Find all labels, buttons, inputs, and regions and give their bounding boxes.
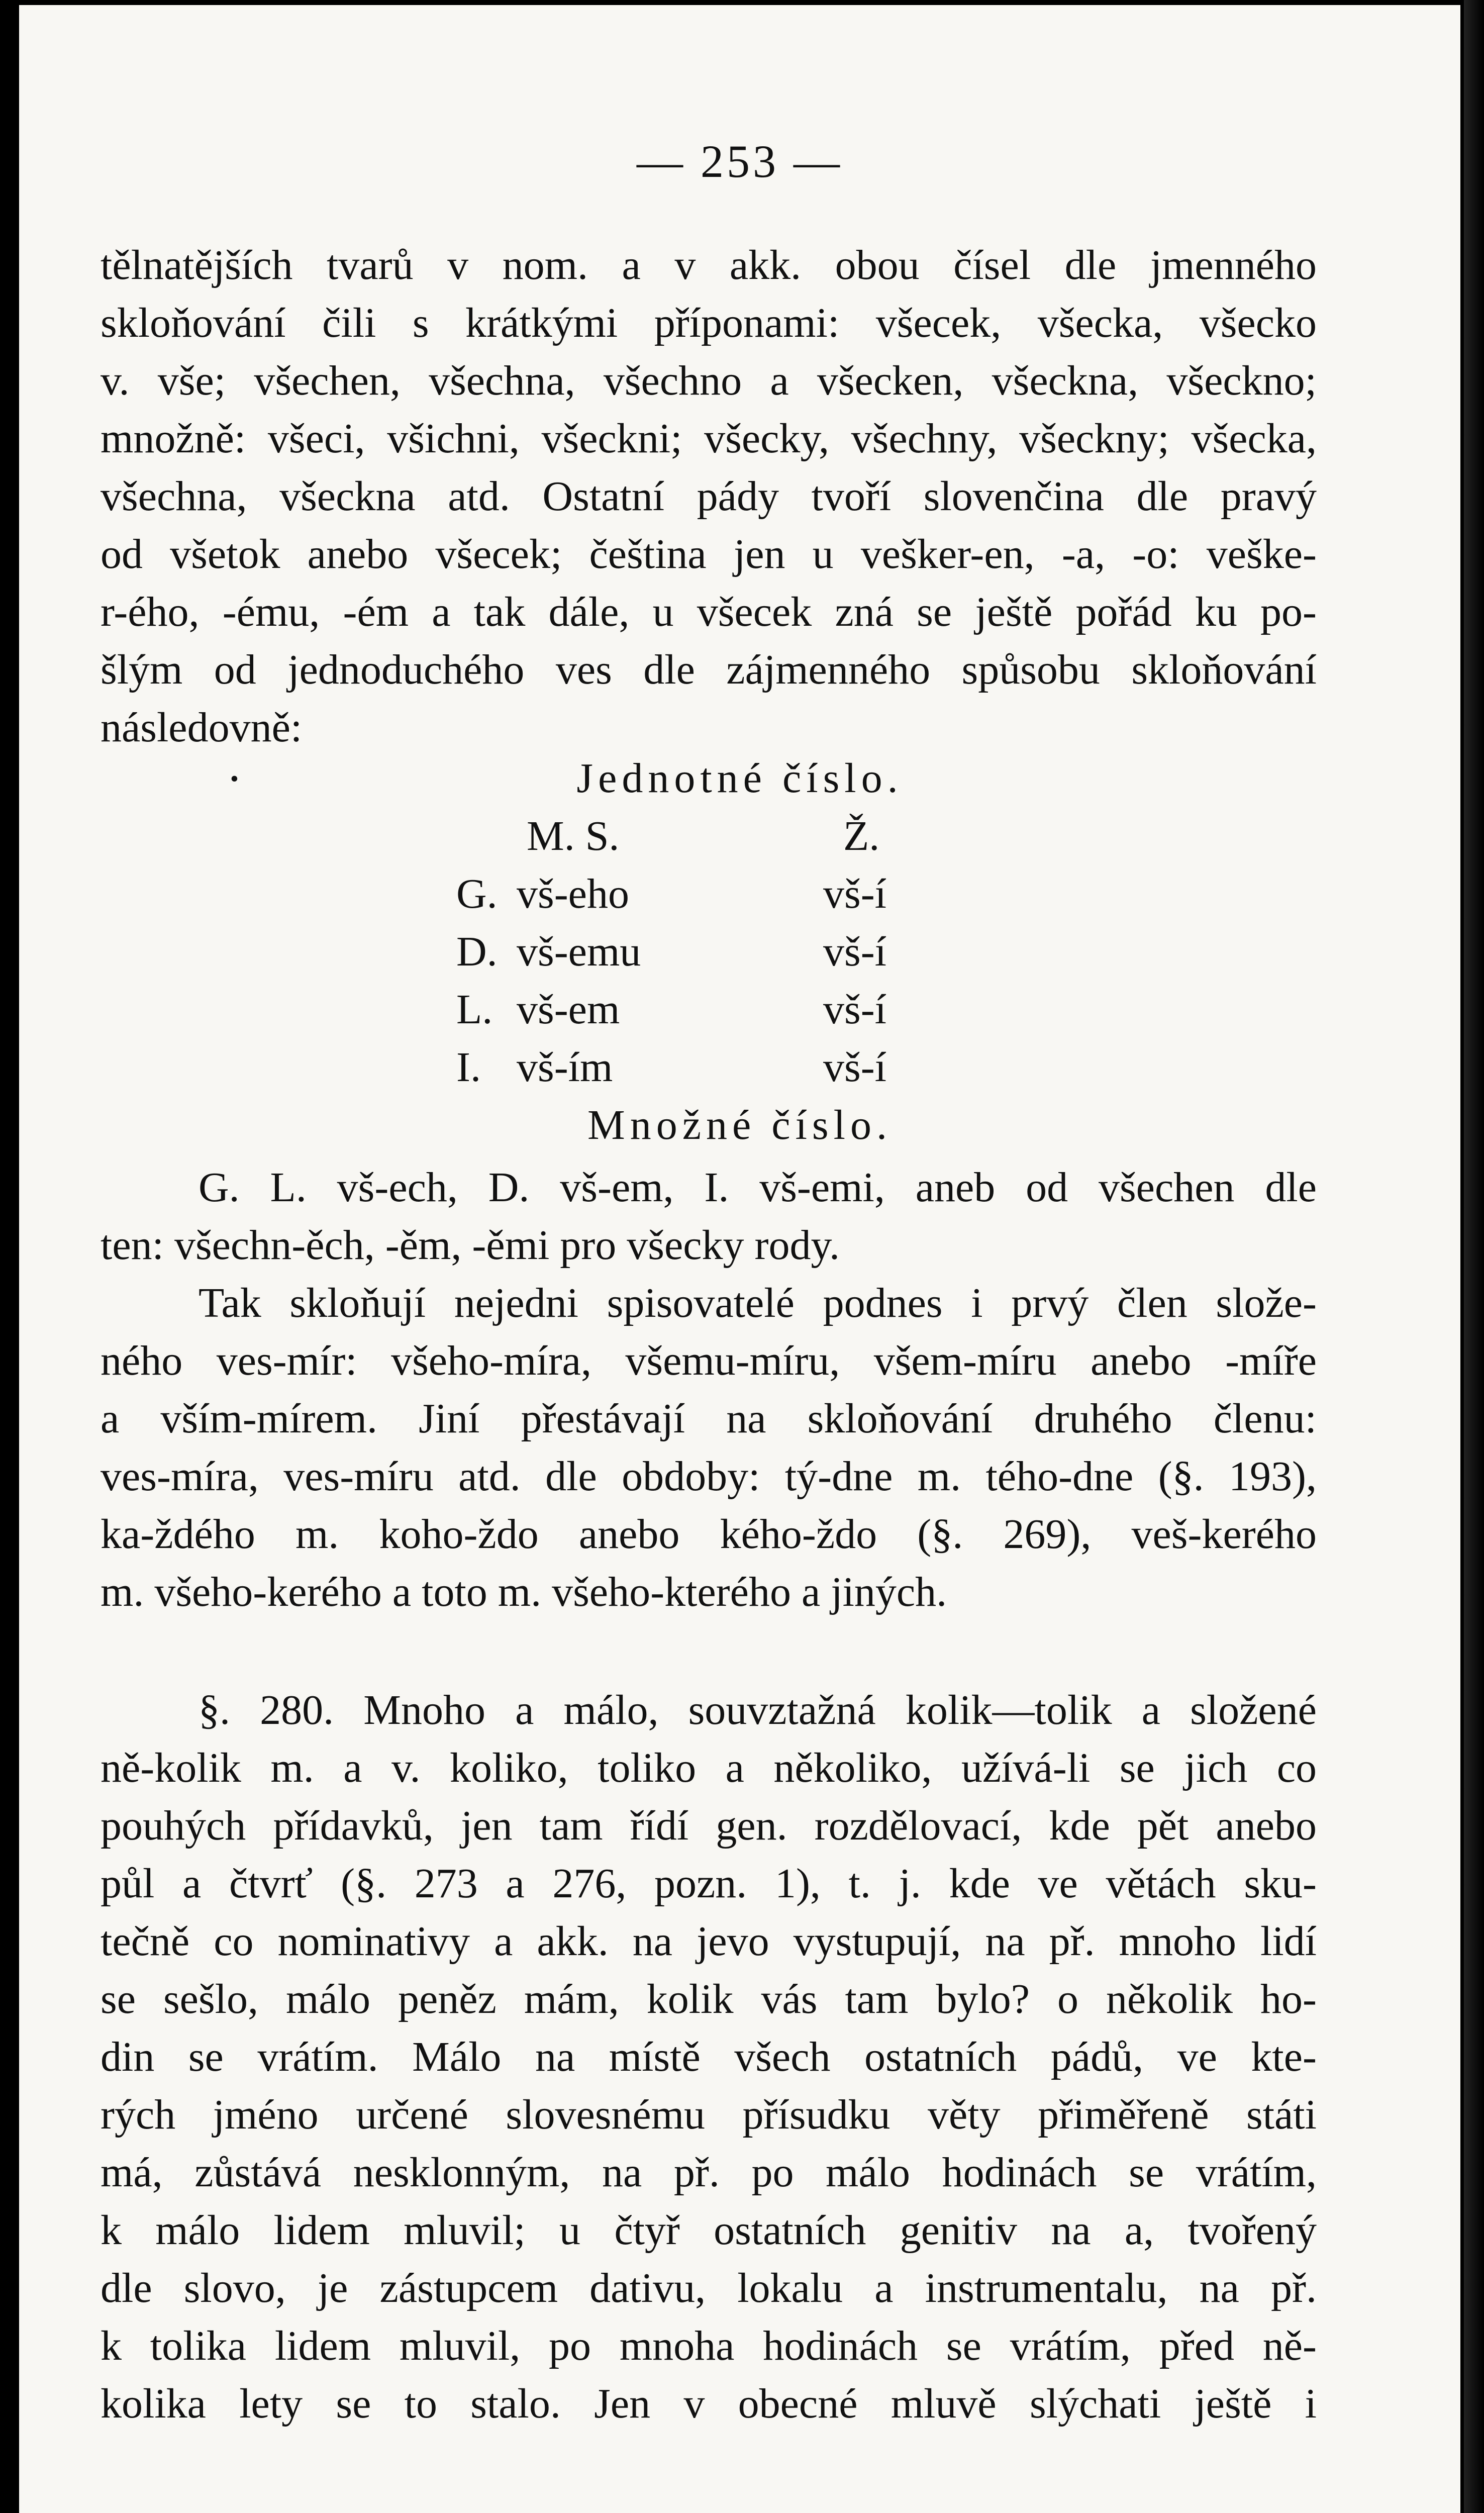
text-line: se sešlo, málo peněz mám, kolik vás tam bylo? o několik ho- xyxy=(101,1976,1317,2022)
singular-heading: Jednotné číslo. xyxy=(576,755,903,802)
text-line: dle slovo, je zástupcem dativu, lokalu a instrumentalu, na př. xyxy=(101,2265,1317,2311)
text-line: ten: všechn-ěch, -ěm, -ěmi pro všecky rody. xyxy=(101,1222,840,1269)
text-line: ves-míra, ves-míru atd. dle obdoby: tý-dne m. tého-dne (§. 193), xyxy=(101,1453,1317,1500)
fem-form: vš-í xyxy=(823,986,886,1033)
case-label: L. xyxy=(456,986,493,1033)
fem-form: vš-í xyxy=(823,928,886,975)
paragraph-intro xyxy=(101,236,1317,756)
masc-form: vš-ím xyxy=(517,1044,613,1091)
masc-form: vš-em xyxy=(517,986,620,1033)
paragraph-plural xyxy=(101,1158,1317,1274)
text-line: k málo lidem mluvil; u čtyř ostatních genitiv na a, tvořený xyxy=(101,2207,1317,2254)
text-line: ného ves-mír: všeho-míra, všemu-míru, všem-míru anebo -míře xyxy=(101,1337,1317,1384)
paragraph-vesmir xyxy=(101,1274,1317,1621)
text-line: r-ého, -ému, -ém a tak dále, u všecek zná se ještě pořád ku po- xyxy=(101,589,1317,635)
text-line: rých jméno určené slovesnému přísudku věty přiměřeně státi xyxy=(101,2091,1317,2138)
book-page xyxy=(19,5,1460,2513)
case-label: D. xyxy=(456,928,498,975)
text-line: a vším-mírem. Jiní přestávají na skloňování druhého členu: xyxy=(101,1395,1317,1442)
text-line: pouhých přídavků, jen tam řídí gen. rozdělovací, kde pět anebo xyxy=(101,1802,1317,1849)
text-line: din se vrátím. Málo na místě všech ostatních pádů, ve kte- xyxy=(101,2034,1317,2080)
column-header-masc-neut: M. S. xyxy=(527,813,620,859)
case-label: G. xyxy=(456,871,498,917)
text-line: množně: všeci, všichni, všeckni; všecky, všechny, všeckny; všecka, xyxy=(101,415,1317,462)
text-line: šlým od jednoduchého ves dle zájmenného spůsobu skloňování xyxy=(101,646,1317,693)
text-line: od všetok anebo všecek; čeština jen u vešker-en, -a, -o: veške- xyxy=(101,531,1317,577)
text-line: §. 280. Mnoho a málo, souvztažná kolik—tolik a složené xyxy=(199,1687,1317,1733)
fem-form: vš-í xyxy=(823,1044,886,1091)
text-line: kolika lety se to stalo. Jen v obecné mluvě slýchati ještě i xyxy=(101,2380,1317,2427)
column-header-fem: Ž. xyxy=(843,813,880,859)
text-line: má, zůstává nesklonným, na př. po málo hodinách se vrátím, xyxy=(101,2149,1317,2196)
bullet-mark: • xyxy=(230,765,239,792)
case-label: I. xyxy=(456,1044,481,1091)
text-line: G. L. vš-ech, D. vš-em, I. vš-emi, aneb od všechen dle xyxy=(199,1164,1317,1211)
text-line: skloňování čili s krátkými příponami: všecek, všecka, všecko xyxy=(101,300,1317,346)
masc-form: vš-emu xyxy=(517,928,641,975)
plural-heading: Množné číslo. xyxy=(587,1102,892,1148)
text-line: k tolika lidem mluvil, po mnoha hodinách se vrátím, před ně- xyxy=(101,2323,1317,2369)
text-line: Tak skloňují nejedni spisovatelé podnes i prvý člen slože- xyxy=(199,1280,1317,1326)
text-line: půl a čtvrť (§. 273 a 276, pozn. 1), t. j. kde ve větách sku- xyxy=(101,1860,1317,1907)
page-binding-edge xyxy=(1464,0,1484,2513)
text-line: tečně co nominativy a akk. na jevo vystupují, na př. mnoho lidí xyxy=(101,1918,1317,1965)
fem-form: vš-í xyxy=(823,871,886,917)
page-number: — 253 — xyxy=(637,136,843,187)
text-line: všechna, všeckna atd. Ostatní pády tvoří slovenčina dle pravý xyxy=(101,473,1317,520)
paragraph-section-280 xyxy=(101,1681,1317,2433)
text-line: ka-ždého m. koho-ždo anebo kého-ždo (§. 269), veš-kerého xyxy=(101,1511,1317,1558)
text-line: tělnatějších tvarů v nom. a v akk. obou čísel dle jmenného xyxy=(101,242,1317,288)
masc-form: vš-eho xyxy=(517,871,629,917)
text-line: následovně: xyxy=(101,704,303,751)
text-line: v. vše; všechen, všechna, všechno a všecken, všeckna, všeckno; xyxy=(101,357,1317,404)
text-line: ně-kolik m. a v. koliko, toliko a několiko, užívá-li se jich co xyxy=(101,1745,1317,1791)
text-line: m. všeho-kerého a toto m. všeho-kterého a jiných. xyxy=(101,1569,947,1615)
